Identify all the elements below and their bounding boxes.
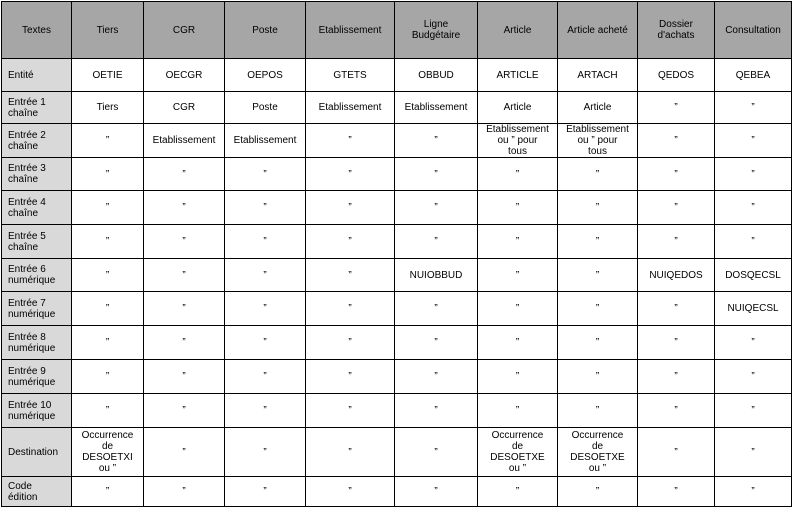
table-cell: ”	[638, 191, 715, 225]
table-cell: ”	[225, 428, 306, 477]
table-cell: ”	[72, 124, 144, 158]
table-cell: ”	[144, 191, 225, 225]
table-cell: ”	[306, 259, 395, 292]
table-cell: ”	[144, 360, 225, 394]
table-row	[2, 158, 792, 191]
table-cell: ”	[144, 477, 225, 507]
table-cell: ”	[72, 259, 144, 292]
table-cell: ”	[638, 360, 715, 394]
table-cell: Occurrence de DESOETXE ou ”	[478, 428, 558, 477]
header-cell: Article	[478, 2, 558, 59]
table-cell: ”	[715, 158, 792, 191]
header-cell: Poste	[225, 2, 306, 59]
table-cell: ”	[72, 292, 144, 326]
table-cell: Etablissement ou ” pour tous	[478, 124, 558, 158]
table-row	[2, 92, 792, 124]
row-label: Destination	[2, 428, 72, 477]
mapping-table	[1, 1, 792, 507]
table-cell: ”	[478, 360, 558, 394]
table-cell: ”	[558, 158, 638, 191]
table-cell: ”	[144, 225, 225, 259]
table-cell: ”	[478, 292, 558, 326]
table-cell: ”	[72, 477, 144, 507]
table-cell: ”	[395, 326, 478, 360]
table-cell: ”	[395, 225, 478, 259]
header-row	[2, 2, 792, 59]
table-cell: OEPOS	[225, 59, 306, 92]
header-cell: Etablissement	[306, 2, 395, 59]
table-cell: ”	[225, 394, 306, 428]
table-cell: ”	[306, 292, 395, 326]
row-label: Entrée 4 chaîne	[2, 191, 72, 225]
table-cell: ”	[395, 158, 478, 191]
table-cell: ”	[478, 225, 558, 259]
table-cell: ”	[395, 477, 478, 507]
table-cell: ”	[638, 394, 715, 428]
table-row	[2, 59, 792, 92]
row-label: Entrée 9 numérique	[2, 360, 72, 394]
table-cell: ”	[306, 158, 395, 191]
table-cell: ”	[715, 477, 792, 507]
table-cell: ”	[72, 394, 144, 428]
table-cell: ”	[715, 124, 792, 158]
table-row	[2, 259, 792, 292]
table-cell: ”	[72, 326, 144, 360]
table-cell: ”	[225, 360, 306, 394]
table-cell: ”	[558, 292, 638, 326]
table-cell: QEBEA	[715, 59, 792, 92]
table-cell: ”	[638, 428, 715, 477]
table-cell: ”	[638, 326, 715, 360]
table-cell: CGR	[144, 92, 225, 124]
table-cell: ”	[306, 191, 395, 225]
header-cell: Ligne Budgétaire	[395, 2, 478, 59]
row-label: Entrée 7 numérique	[2, 292, 72, 326]
table-cell: ”	[306, 124, 395, 158]
table-cell: ”	[225, 259, 306, 292]
table-cell: ”	[144, 428, 225, 477]
table-cell: ”	[558, 326, 638, 360]
row-label: Entrée 10 numérique	[2, 394, 72, 428]
table-cell: ”	[144, 158, 225, 191]
table-cell: ”	[558, 477, 638, 507]
table-cell: ”	[638, 292, 715, 326]
header-cell: Dossier d'achats	[638, 2, 715, 59]
table-cell: ”	[72, 360, 144, 394]
table-cell: ”	[72, 225, 144, 259]
header-cell: Tiers	[72, 2, 144, 59]
table-cell: ”	[395, 191, 478, 225]
table-cell: ”	[225, 191, 306, 225]
header-cell: CGR	[144, 2, 225, 59]
table-cell: ”	[715, 92, 792, 124]
header-cell: Consultation	[715, 2, 792, 59]
row-label: Code édition	[2, 477, 72, 507]
header-cell: Article acheté	[558, 2, 638, 59]
table-cell: NUIQEDOS	[638, 259, 715, 292]
table-cell: NUIOBBUD	[395, 259, 478, 292]
table-cell: GTETS	[306, 59, 395, 92]
table-cell: ”	[478, 326, 558, 360]
table-cell: ”	[558, 360, 638, 394]
table-cell: ”	[478, 259, 558, 292]
table-cell: ”	[306, 394, 395, 428]
table-cell: ”	[306, 428, 395, 477]
table-cell: ”	[715, 360, 792, 394]
table-cell: ”	[395, 292, 478, 326]
table-cell: ”	[715, 191, 792, 225]
table-cell: ”	[144, 394, 225, 428]
table-cell: OECGR	[144, 59, 225, 92]
table-cell: Occurrence de DESOETXE ou ”	[558, 428, 638, 477]
table-cell: ”	[225, 477, 306, 507]
table-cell: DOSQECSL	[715, 259, 792, 292]
table-cell: ”	[225, 225, 306, 259]
table-row	[2, 326, 792, 360]
row-label: Entrée 5 chaîne	[2, 225, 72, 259]
row-label: Entité	[2, 59, 72, 92]
table-cell: ”	[395, 394, 478, 428]
table-cell: OETIE	[72, 59, 144, 92]
table-row	[2, 394, 792, 428]
table-row	[2, 477, 792, 507]
table-cell: ”	[306, 360, 395, 394]
table-row	[2, 191, 792, 225]
table-row	[2, 124, 792, 158]
table-cell: ”	[478, 394, 558, 428]
table-cell: ”	[558, 225, 638, 259]
table-cell: Poste	[225, 92, 306, 124]
table-cell: ARTACH	[558, 59, 638, 92]
table-cell: ”	[144, 326, 225, 360]
table-cell: ”	[144, 292, 225, 326]
table-cell: ”	[144, 259, 225, 292]
table-cell: ”	[225, 292, 306, 326]
table-cell: OBBUD	[395, 59, 478, 92]
table-cell: ”	[72, 191, 144, 225]
table-cell: ”	[395, 428, 478, 477]
table-cell: Article	[558, 92, 638, 124]
table-cell: ”	[558, 259, 638, 292]
table-cell: ”	[638, 158, 715, 191]
table-cell: Tiers	[72, 92, 144, 124]
table-cell: ”	[638, 225, 715, 259]
table-cell: ”	[558, 191, 638, 225]
table-row	[2, 428, 792, 477]
table-cell: QEDOS	[638, 59, 715, 92]
table-cell: ”	[478, 191, 558, 225]
table-cell: ”	[306, 477, 395, 507]
row-label: Entrée 8 numérique	[2, 326, 72, 360]
table-cell: ”	[395, 124, 478, 158]
table-cell: ”	[72, 158, 144, 191]
table-cell: Etablissement	[225, 124, 306, 158]
table-cell: Etablissement	[144, 124, 225, 158]
table-cell: ”	[225, 326, 306, 360]
row-label: Entrée 3 chaîne	[2, 158, 72, 191]
table-cell: ”	[638, 124, 715, 158]
table-cell: ”	[715, 394, 792, 428]
table-row	[2, 360, 792, 394]
table-cell: ”	[306, 225, 395, 259]
table-row	[2, 225, 792, 259]
row-label: Entrée 6 numérique	[2, 259, 72, 292]
table-cell: ”	[306, 326, 395, 360]
table-cell: ”	[638, 477, 715, 507]
table-cell: ”	[715, 326, 792, 360]
row-label: Entrée 2 chaîne	[2, 124, 72, 158]
table-cell: ”	[715, 225, 792, 259]
header-cell: Textes	[2, 2, 72, 59]
table-cell: Etablissement ou ” pour tous	[558, 124, 638, 158]
table-cell: Occurrence de DESOETXI ou ”	[72, 428, 144, 477]
table-cell: ”	[225, 158, 306, 191]
table-cell: ”	[558, 394, 638, 428]
table-row	[2, 292, 792, 326]
row-label: Entrée 1 chaîne	[2, 92, 72, 124]
table-cell: Etablissement	[306, 92, 395, 124]
table-cell: ”	[638, 92, 715, 124]
table-cell: NUIQECSL	[715, 292, 792, 326]
table-cell: ”	[715, 428, 792, 477]
table-cell: ”	[478, 158, 558, 191]
table-cell: Article	[478, 92, 558, 124]
table-cell: Etablissement	[395, 92, 478, 124]
table-cell: ARTICLE	[478, 59, 558, 92]
table-cell: ”	[478, 477, 558, 507]
table-cell: ”	[395, 360, 478, 394]
